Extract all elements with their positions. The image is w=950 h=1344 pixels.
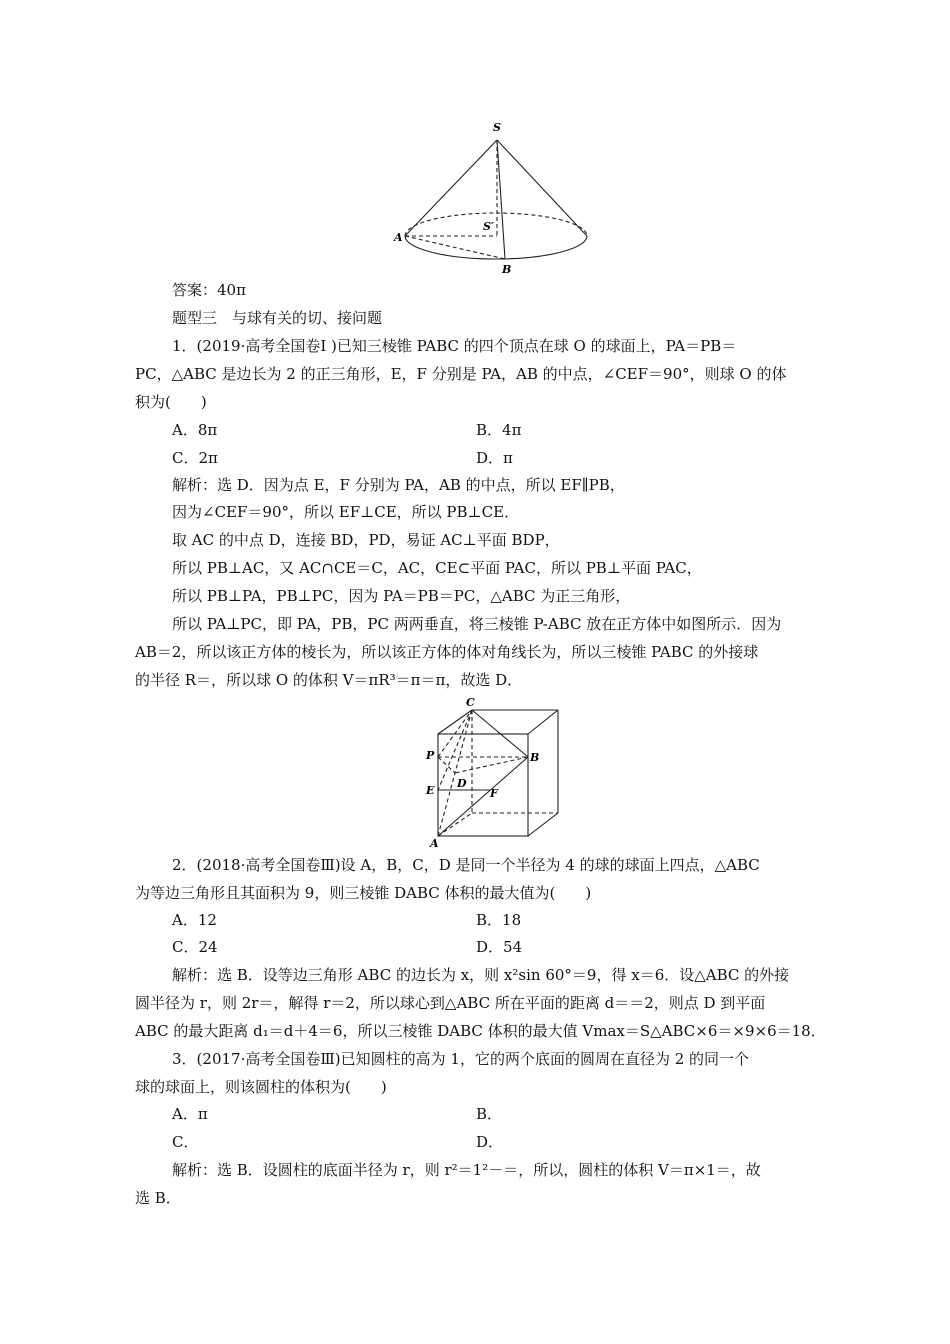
q1-solution-line-4: 所以 PB⊥AC，又 AC∩CE＝C，AC，CE⊂平面 PAC，所以 PB⊥平面 PAC， (172, 559, 702, 577)
q2-option-a: A．12 (172, 911, 217, 929)
cube-label-f: F (490, 787, 498, 800)
cone-base-back (405, 213, 587, 236)
cone-chord-ab (405, 236, 505, 259)
q2-stem-line-1: 2．(2018·高考全国卷Ⅲ)设 A，B，C，D 是同一个半径为 4 的球的球面上四点，△ABC (172, 856, 760, 874)
q1-option-a: A．8π (172, 421, 218, 439)
q2-solution-line-3: ABC 的最大距离 d₁＝d＋4＝6，所以三棱锥 DABC 体积的最大值 Vmax＝S△ABC×6＝×9×6＝18． (135, 1022, 826, 1040)
q2-option-d: D．54 (476, 938, 523, 956)
q1-stem-line-2: PC，△ABC 是边长为 2 的正三角形，E，F 分别是 PA，AB 的中点，∠CEF＝90°，则球 O 的体 (135, 365, 787, 383)
cube-label-c: C (466, 696, 475, 709)
q3-solution-line-2: 选 B． (135, 1189, 181, 1207)
cone-base-front (405, 236, 587, 259)
q3-option-c: C． (172, 1133, 199, 1151)
q1-solution-line-3: 取 AC 的中点 D，连接 BD，PD，易证 AC⊥平面 BDP， (172, 531, 560, 549)
q1-option-c: C．2π (172, 449, 218, 467)
cube-label-a: A (430, 837, 439, 850)
cube-figure (422, 695, 567, 850)
q1-stem-line-3: 积为( ) (135, 393, 207, 411)
q2-solution-line-1: 解析：选 B．设等边三角形 ABC 的边长为 x，则 x²sin 60°＝9，得 x＝6．设△ABC 的外接 (172, 966, 790, 984)
q3-stem-line-2: 球的球面上，则该圆柱的体积为( ) (135, 1078, 387, 1096)
q1-solution-line-1: 解析：选 D．因为点 E，F 分别为 PA，AB 的中点，所以 EF∥PB， (172, 476, 625, 494)
q3-option-a: A．π (172, 1105, 208, 1123)
q2-stem-line-2: 为等边三角形且其面积为 9，则三棱锥 DABC 体积的最大值为( ) (135, 884, 592, 902)
cube-label-d: D (457, 777, 467, 790)
cube-label-e: E (426, 784, 435, 797)
cone-edge-right (497, 140, 587, 236)
cone-edge-sb (497, 140, 505, 259)
q3-solution-line-1: 解析：选 B．设圆柱的底面半径为 r，则 r²＝1²－＝，所以，圆柱的体积 V＝π×1＝，故 (172, 1161, 761, 1179)
cone-label-a: A (394, 231, 403, 244)
q1-solution-line-2: 因为∠CEF＝90°，所以 EF⊥CE，所以 PB⊥CE． (172, 503, 520, 521)
q1-option-b: B．4π (476, 421, 522, 439)
cube-top-right-edge (528, 710, 558, 734)
q1-solution-line-6: 所以 PA⊥PC，即 PA，PB，PC 两两垂直，将三棱锥 P-ABC 放在正方体中如图所示．因为 (172, 615, 782, 633)
cube-label-b: B (530, 751, 540, 764)
q1-solution-line-5: 所以 PB⊥PA，PB⊥PC，因为 PA＝PB＝PC，△ABC 为正三角形， (172, 587, 631, 605)
q1-solution-line-7: AB＝2，所以该正方体的棱长为，所以该正方体的体对角线长为，所以三棱锥 PABC 的外接球 (135, 643, 759, 661)
q2-option-c: C．24 (172, 938, 218, 956)
cube-top-left-edge (438, 710, 472, 734)
q3-option-b: B． (476, 1105, 503, 1123)
cube-hidden-diag (438, 813, 472, 836)
q2-solution-line-2: 圆半径为 r，则 2r＝，解得 r＝2，所以球心到△ABC 所在平面的距离 d＝＝2，则点 D 到平面 (135, 994, 766, 1012)
q1-option-d: D．π (476, 449, 513, 467)
cone-label-b: B (502, 263, 512, 276)
answer-previous: 答案：40π (172, 281, 246, 299)
q3-option-d: D． (476, 1133, 504, 1151)
section-title: 题型三 与球有关的切、接问题 (172, 309, 383, 327)
q1-stem-line-1: 1．(2019·高考全国卷Ⅰ )已知三棱锥 PABC 的四个顶点在球 O 的球面上，PA＝PB＝ (172, 337, 737, 355)
q2-option-b: B．18 (476, 911, 522, 929)
cone-label-s-prime: S′ (483, 220, 494, 233)
cone-label-s: S (493, 121, 501, 134)
cube-label-p: P (426, 749, 435, 762)
edge-bd (455, 757, 528, 773)
q1-solution-line-8: 的半径 R＝，所以球 O 的体积 V＝πR³＝π＝π，故选 D． (135, 671, 523, 689)
cube-bottom-right-edge (528, 813, 558, 836)
edge-ab (438, 757, 528, 836)
q3-stem-line-1: 3．(2017·高考全国卷Ⅲ)已知圆柱的高为 1，它的两个底面的圆周在直径为 2 的同一个 (172, 1050, 750, 1068)
cone-figure (385, 118, 595, 278)
